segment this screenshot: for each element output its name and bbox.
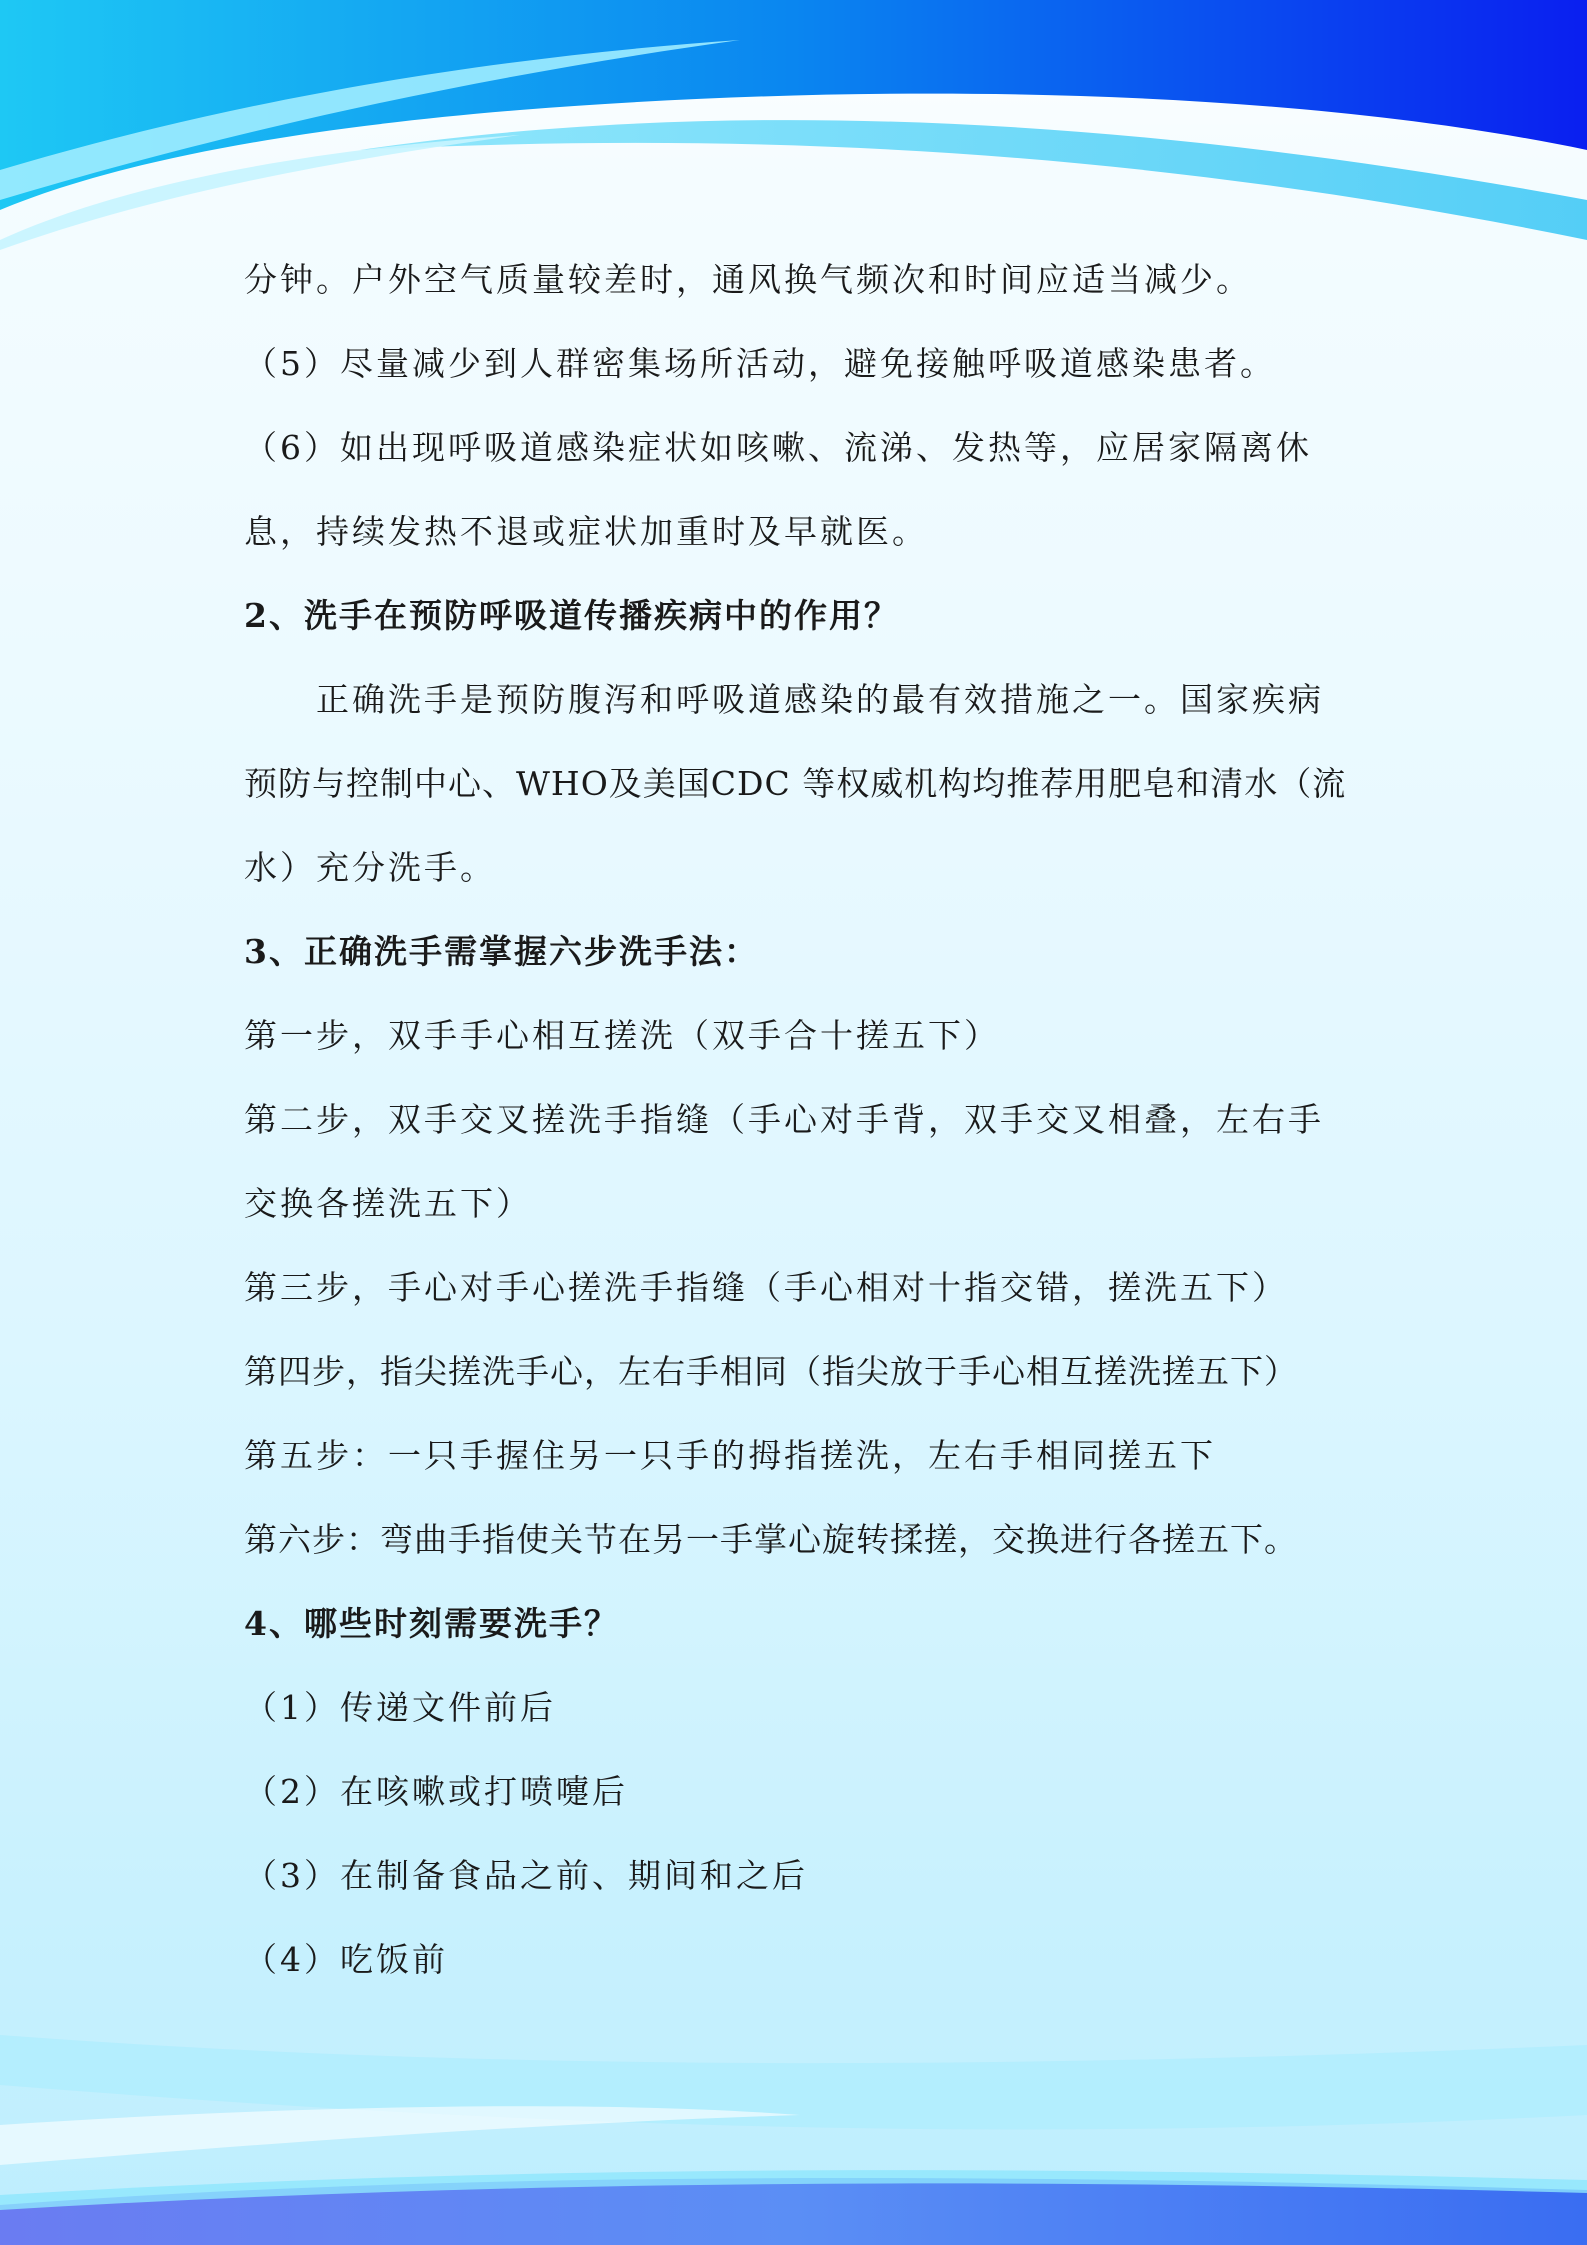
document-body <box>244 238 1354 2002</box>
paragraph-line: 第六步：弯曲手指使关节在另一手掌心旋转揉搓，交换进行各搓五下。 <box>244 1520 1298 1559</box>
section-heading: 2、洗手在预防呼吸道传播疾病中的作用？ <box>244 596 899 635</box>
section-heading: 4、哪些时刻需要洗手？ <box>244 1604 619 1643</box>
paragraph-line: （5）尽量减少到人群密集场所活动，避免接触呼吸道感染患者。 <box>244 344 1276 383</box>
paragraph-line: 交换各搓洗五下） <box>244 1184 532 1223</box>
paragraph-line: 正确洗手是预防腹泻和呼吸道感染的最有效措施之一。国家疾病 <box>316 680 1324 719</box>
bottom-wave-banner <box>0 2005 1587 2245</box>
paragraph-line: 第三步，手心对手心搓洗手指缝（手心相对十指交错，搓洗五下） <box>244 1268 1288 1307</box>
paragraph-line: 第四步，指尖搓洗手心，左右手相同（指尖放于手心相互搓洗搓五下） <box>244 1352 1298 1391</box>
paragraph-line: 息，持续发热不退或症状加重时及早就医。 <box>244 512 928 551</box>
paragraph-line: （2）在咳嗽或打喷嚏后 <box>244 1772 628 1811</box>
section-heading: 3、正确洗手需掌握六步洗手法： <box>244 932 759 971</box>
top-wave-banner <box>0 0 1587 260</box>
paragraph-line: 预防与控制中心、WHO及美国CDC 等权威机构均推荐用肥皂和清水（流 <box>244 764 1347 803</box>
paragraph-line: （4）吃饭前 <box>244 1940 448 1979</box>
paragraph-line: 水）充分洗手。 <box>244 848 496 887</box>
paragraph-line: 第二步，双手交叉搓洗手指缝（手心对手背，双手交叉相叠，左右手 <box>244 1100 1324 1139</box>
paragraph-line: 分钟。户外空气质量较差时，通风换气频次和时间应适当减少。 <box>244 260 1252 299</box>
paragraph-line: 第五步：一只手握住另一只手的拇指搓洗，左右手相同搓五下 <box>244 1436 1216 1475</box>
paragraph-line: （3）在制备食品之前、期间和之后 <box>244 1856 808 1895</box>
paragraph-line: （1）传递文件前后 <box>244 1688 556 1727</box>
paragraph-line: 第一步，双手手心相互搓洗（双手合十搓五下） <box>244 1016 1000 1055</box>
paragraph-line: （6）如出现呼吸道感染症状如咳嗽、流涕、发热等，应居家隔离休 <box>244 428 1312 467</box>
